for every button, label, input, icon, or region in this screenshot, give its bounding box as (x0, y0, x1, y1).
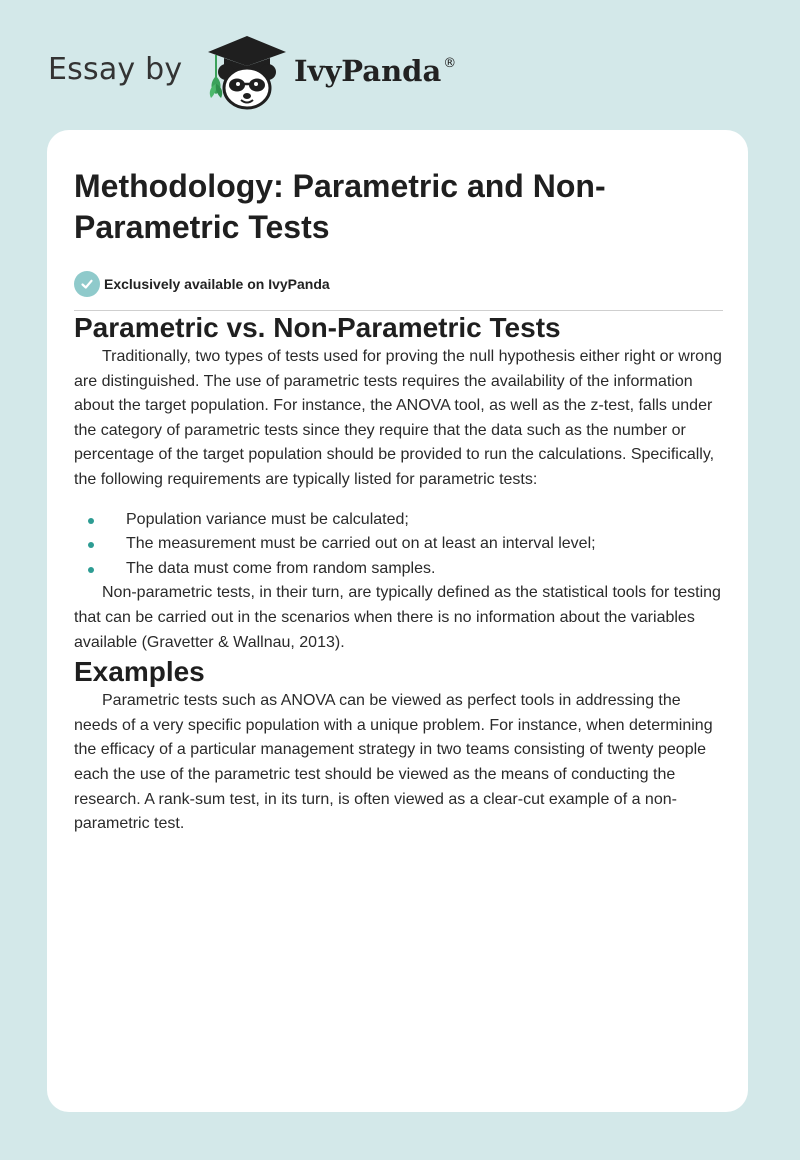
exclusive-label: Exclusively available on IvyPanda (104, 276, 330, 292)
list-item: The data must come from random samples. (74, 557, 723, 582)
list-item: Population variance must be calculated; (74, 508, 723, 533)
essay-card (47, 130, 748, 1112)
section-heading: Parametric vs. Non-Parametric Tests (74, 312, 561, 343)
section-examples (74, 655, 723, 837)
paragraph: Parametric tests such as ANOVA can be viewed as perfect tools in addressing the needs of a very specific population with a unique problem. For instance, when determining the efficacy of a particular management strategy in two teams consisting of twenty people each the use of the parametric test should be viewed as the means of conducting the research. A rank-sum test, in its turn, is often viewed as a clear-cut example of a non-parametric test. (74, 692, 713, 833)
section-parametric-vs-non-parametric (74, 311, 723, 655)
exclusive-badge (74, 270, 723, 298)
paragraph: Traditionally, two types of tests used for proving the null hypothesis either right or wrong are distinguished. The use of parametric tests requires the availability of the information about the target population. For instance, the ANOVA tool, as well as the z-test, falls under the category of parametric tests since they require that the data such as the number or percentage of the target population should be provided to run the calculations. Specifically, the following requirements are typically listed for parametric tests: (74, 348, 722, 488)
brand-name[interactable]: IvyPanda ® (294, 54, 457, 88)
essay-by-label: Essay by (48, 52, 183, 87)
list-item: The measurement must be carried out on at least an interval level; (74, 532, 723, 557)
section-heading: Examples (74, 656, 205, 688)
bullet-dot-icon (88, 567, 94, 573)
paragraph: Non-parametric tests, in their turn, are typically defined as the statistical tools for testing that can be carried out in the scenarios when there is no information about the variables available (Gravetter & Wallnau, 2013). (74, 584, 721, 651)
panda-logo-icon[interactable] (202, 34, 292, 112)
registered-mark: ® (443, 56, 457, 71)
bullet-dot-icon (88, 518, 94, 524)
check-circle-icon (74, 271, 100, 297)
page-title: Methodology: Parametric and Non-Parametric Tests (74, 168, 606, 245)
site-header (48, 34, 508, 114)
requirements-list (74, 508, 723, 582)
bullet-dot-icon (88, 542, 94, 548)
essay-content (74, 166, 723, 837)
